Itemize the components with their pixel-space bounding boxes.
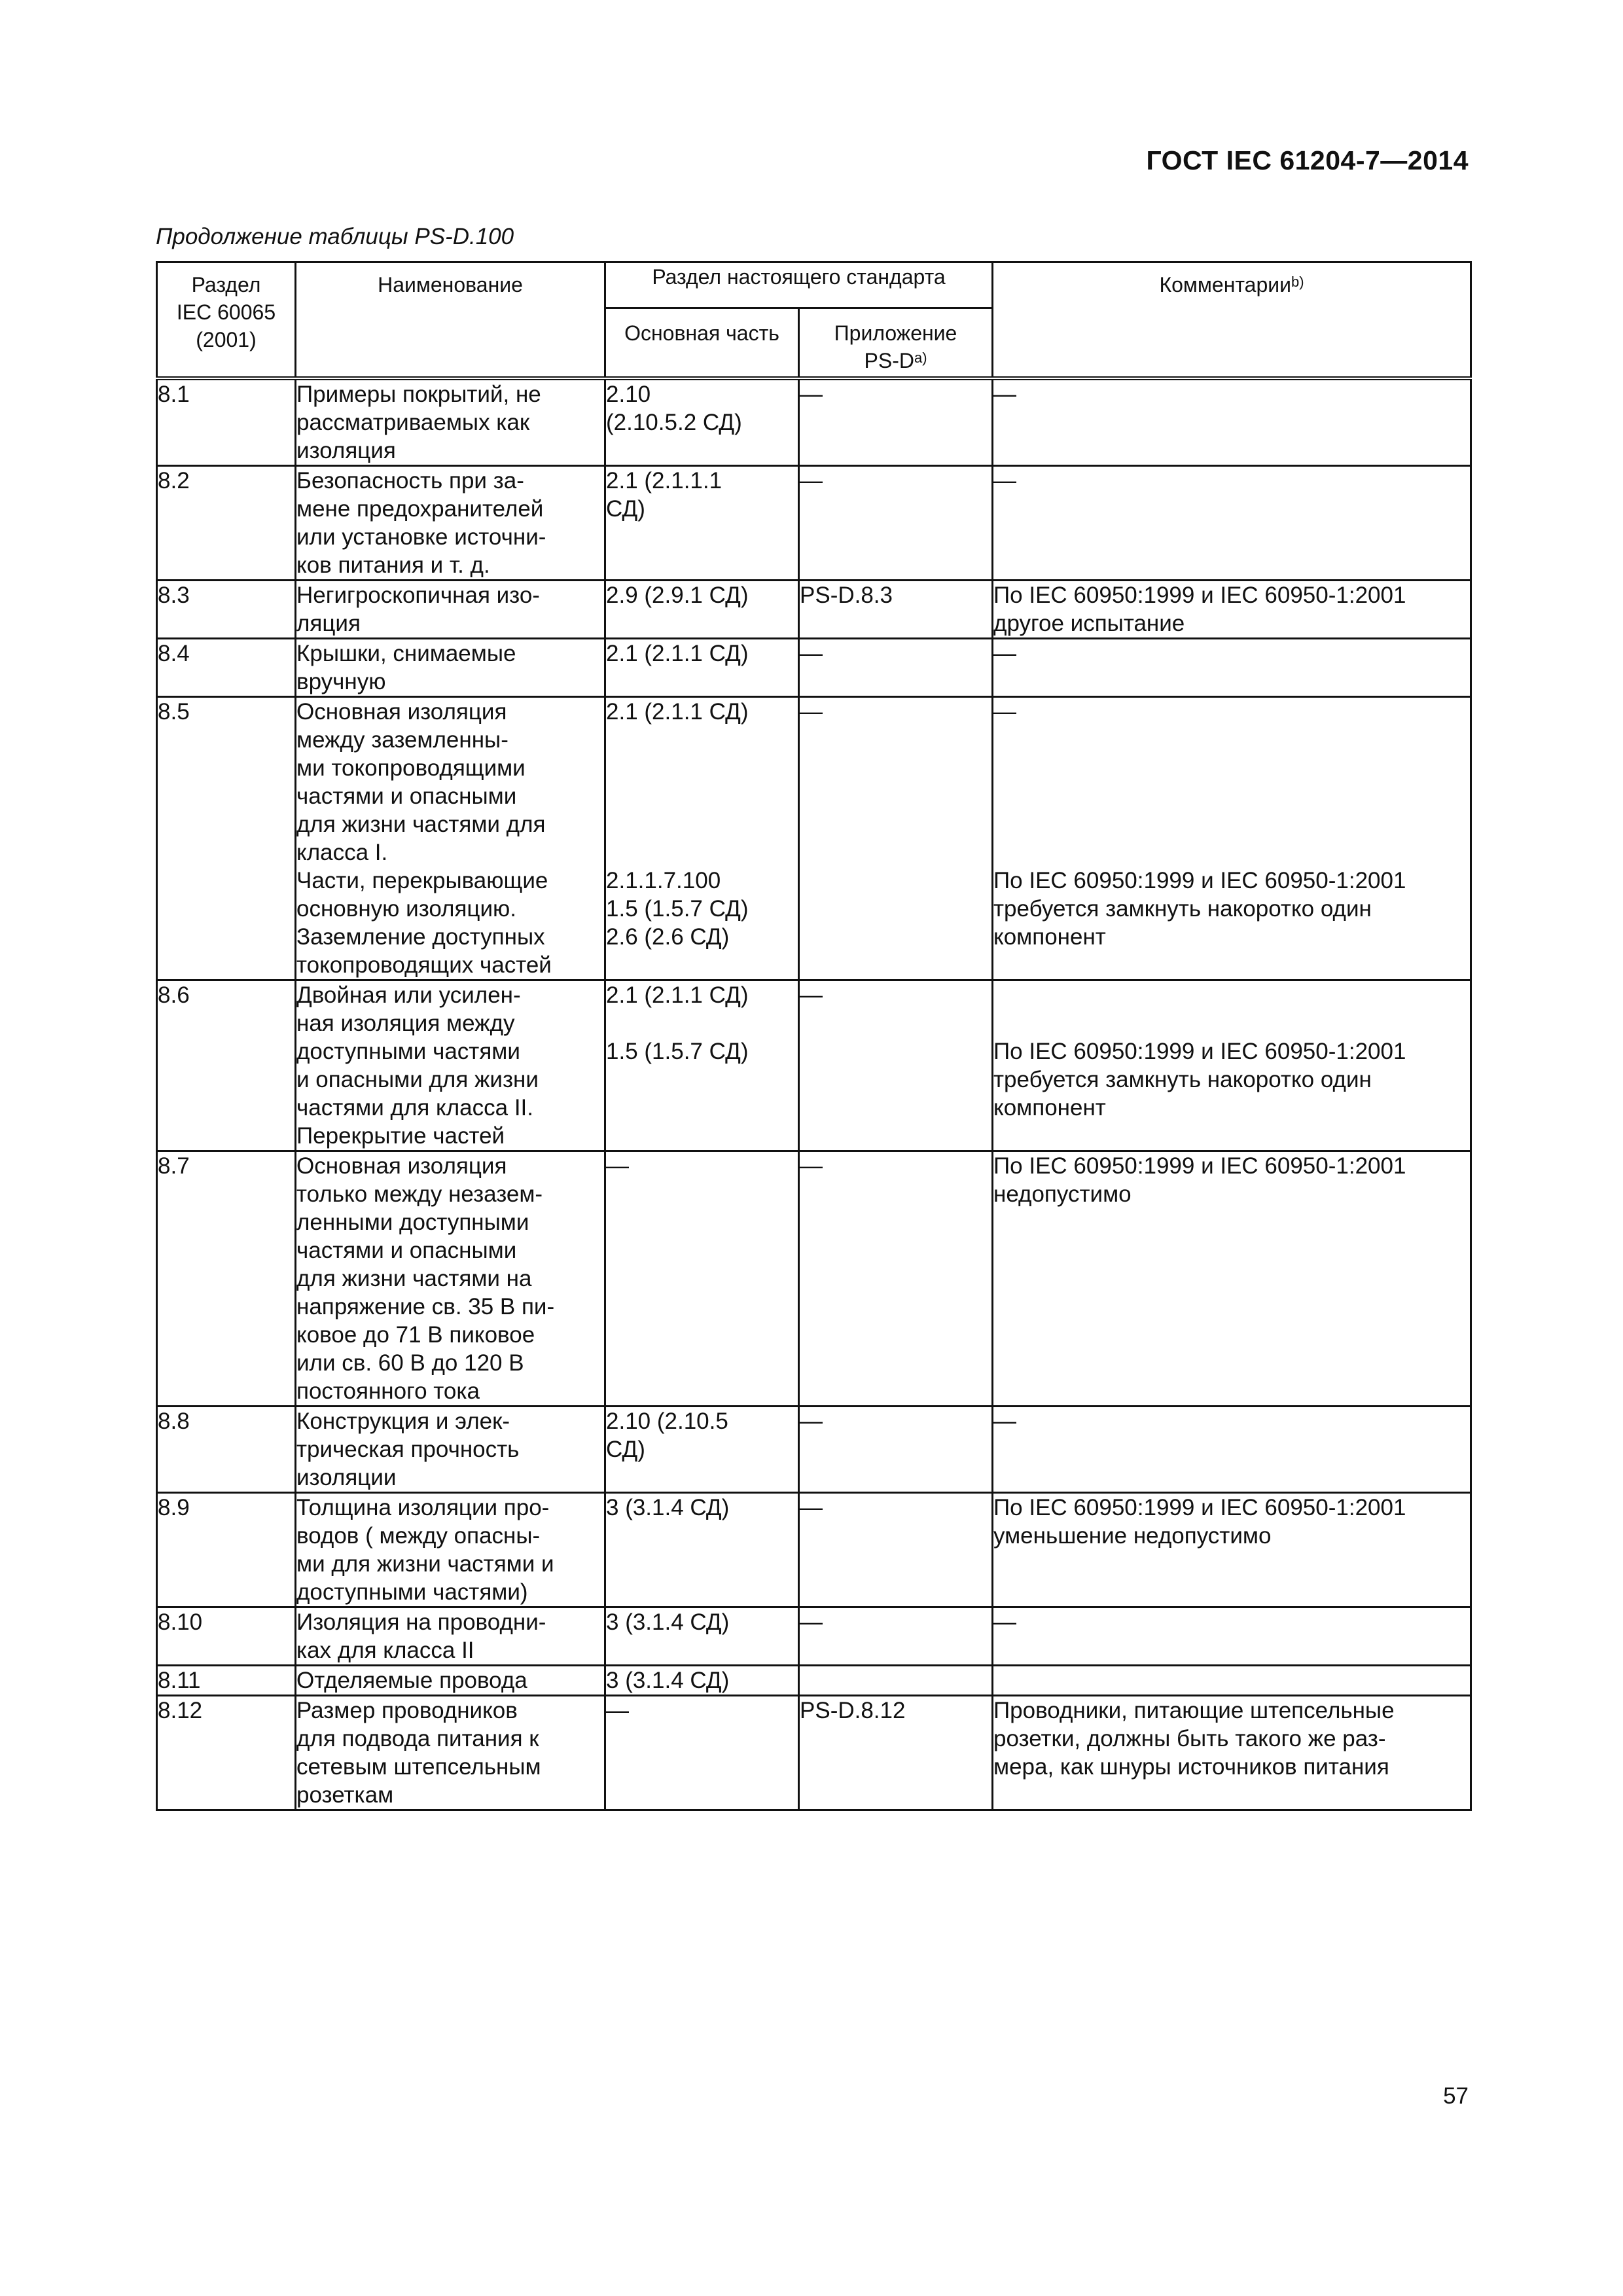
table-row [157, 1151, 1471, 1406]
cell-annex: PS-D.8.12 [799, 1695, 993, 1810]
table-row [157, 1665, 1471, 1695]
cell-main-part: 3 (3.1.4 СД) [605, 1492, 799, 1607]
cell-comment: По IEC 60950:1999 и IEC 60950-1:2001 требуется замкнуть накоротко один компонент [993, 980, 1471, 1151]
cell-name: Основная изоляция между заземленны- ми токопроводящими частями и опасными для жизни частями для класса I. Части, перекрывающие основную изоляцию. Заземление доступных токопроводящих частей [296, 696, 605, 980]
cell-annex: — [799, 980, 993, 1151]
cell-main-part: 2.1 (2.1.1.1 СД) [605, 465, 799, 580]
cell-comment: — По IEC 60950:1999 и IEC 60950-1:2001 требуется замкнуть накоротко один компонент [993, 696, 1471, 980]
cell-comment: — [993, 638, 1471, 696]
cell-comment: По IEC 60950:1999 и IEC 60950-1:2001 недопустимо [993, 1151, 1471, 1406]
header-comments: Комментарии$^{b)}$ [993, 262, 1471, 378]
cell-comment: По IEC 60950:1999 и IEC 60950-1:2001 другое испытание [993, 580, 1471, 638]
cell-main-part: 3 (3.1.4 СД) [605, 1607, 799, 1665]
cell-annex: — [799, 1151, 993, 1406]
cell-section: 8.11 [157, 1665, 296, 1695]
cell-annex: PS-D.8.3 [799, 580, 993, 638]
cell-section: 8.1 [157, 378, 296, 466]
footnote-mark-b: b) [1291, 274, 1304, 290]
header-main-part: Основная часть [605, 308, 799, 378]
cell-annex: — [799, 638, 993, 696]
header-name: Наименование [296, 262, 605, 378]
cell-section: 8.10 [157, 1607, 296, 1665]
cell-name: Основная изоляция только между незазем- ленными доступными частями и опасными для жизни частями на напряжение св. 35 В пи- ковое до 71 В пиковое или св. 60 В до 120 В постоянного тока [296, 1151, 605, 1406]
cell-section: 8.4 [157, 638, 296, 696]
cell-comment: — [993, 1406, 1471, 1492]
comparison-table [156, 261, 1472, 1811]
cell-annex: — [799, 1406, 993, 1492]
footnote-mark-a: a) [914, 350, 927, 366]
cell-main-part: 2.1 (2.1.1 СД) 1.5 (1.5.7 СД) [605, 980, 799, 1151]
cell-name: Примеры покрытий, не рассматриваемых как изоляция [296, 378, 605, 466]
table-row [157, 1492, 1471, 1607]
table-row [157, 696, 1471, 980]
cell-main-part: 2.9 (2.9.1 СД) [605, 580, 799, 638]
table-body [157, 378, 1471, 1810]
cell-name: Безопасность при за- мене предохранителей или установке источни- ков питания и т. д. [296, 465, 605, 580]
table-row [157, 378, 1471, 466]
page-number: 57 [1443, 2083, 1469, 2109]
cell-name: Изоляция на проводни- ках для класса II [296, 1607, 605, 1665]
cell-annex: — [799, 1492, 993, 1607]
cell-name: Негигроскопичная изо- ляция [296, 580, 605, 638]
cell-name: Толщина изоляции про- водов ( между опасны- ми для жизни частями и доступными частями) [296, 1492, 605, 1607]
cell-main-part: 2.10 (2.10.5.2 СД) [605, 378, 799, 466]
table-header [157, 262, 1471, 378]
cell-main-part: 2.10 (2.10.5 СД) [605, 1406, 799, 1492]
cell-section: 8.2 [157, 465, 296, 580]
cell-annex: — [799, 378, 993, 466]
cell-section: 8.7 [157, 1151, 296, 1406]
header-standard-section: Раздел настоящего стандарта [605, 262, 993, 308]
cell-name: Двойная или усилен- ная изоляция между доступными частями и опасными для жизни частями для класса II. Перекрытие частей [296, 980, 605, 1151]
cell-comment: — [993, 1607, 1471, 1665]
cell-section: 8.5 [157, 696, 296, 980]
table-row [157, 1406, 1471, 1492]
cell-section: 8.8 [157, 1406, 296, 1492]
cell-main-part: 3 (3.1.4 СД) [605, 1665, 799, 1695]
cell-name: Отделяемые провода [296, 1665, 605, 1695]
cell-comment [993, 1665, 1471, 1695]
cell-comment: — [993, 378, 1471, 466]
cell-comment: — [993, 465, 1471, 580]
cell-annex: — [799, 696, 993, 980]
cell-comment: По IEC 60950:1999 и IEC 60950-1:2001 уменьшение недопустимо [993, 1492, 1471, 1607]
table-row [157, 465, 1471, 580]
cell-main-part: 2.1 (2.1.1 СД) 2.1.1.7.100 1.5 (1.5.7 СД) 2.6 (2.6 СД) [605, 696, 799, 980]
table-row [157, 580, 1471, 638]
cell-main-part: — [605, 1695, 799, 1810]
cell-section: 8.9 [157, 1492, 296, 1607]
table-row [157, 1695, 1471, 1810]
cell-name: Размер проводников для подвода питания к сетевым штепсельным розеткам [296, 1695, 605, 1810]
table-row [157, 638, 1471, 696]
cell-annex: — [799, 1607, 993, 1665]
table-row [157, 1607, 1471, 1665]
cell-annex: — [799, 465, 993, 580]
cell-name: Конструкция и элек- трическая прочность изоляции [296, 1406, 605, 1492]
table-caption: Продолжение таблицы PS-D.100 [156, 224, 514, 249]
cell-section: 8.3 [157, 580, 296, 638]
cell-comment: Проводники, питающие штепсельные розетки, должны быть такого же раз- мера, как шнуры источников питания [993, 1695, 1471, 1810]
cell-main-part: 2.1 (2.1.1 СД) [605, 638, 799, 696]
cell-section: 8.6 [157, 980, 296, 1151]
cell-section: 8.12 [157, 1695, 296, 1810]
header-annex: Приложение $PS-D^{a)}$ [799, 308, 993, 378]
cell-main-part: — [605, 1151, 799, 1406]
header-section: Раздел IEC 60065 (2001) [157, 262, 296, 378]
table-row [157, 980, 1471, 1151]
cell-annex [799, 1665, 993, 1695]
cell-name: Крышки, снимаемые вручную [296, 638, 605, 696]
document-code: ГОСТ IEC 61204-7—2014 [1146, 145, 1469, 175]
